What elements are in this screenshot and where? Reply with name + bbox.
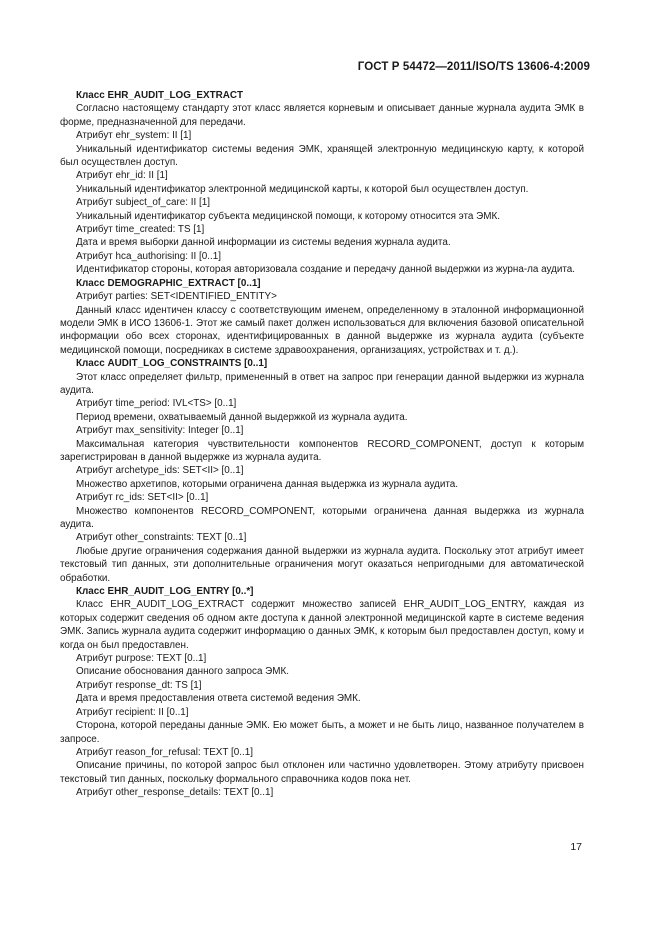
paragraph: Атрибут rc_ids: SET<II> [0..1] <box>76 492 209 504</box>
paragraph: Идентификатор стороны, которая авторизовала создание и передачу данной выдержки из журна-ла аудита. <box>76 264 576 276</box>
paragraph: Атрибут purpose: TEXT [0..1] <box>76 653 207 665</box>
paragraph: Множество архетипов, которыми ограничена данная выдержка из журнала аудита. <box>76 478 458 490</box>
paragraph: Атрибут other_constraints: TEXT [0..1] <box>76 532 247 544</box>
paragraph: Данный класс идентичен классу с соответствующим именем, определенному в эталонной информационной модели ЭМК в ИСО 13606-1. Этот же самый пакет должен использоваться для включения базовой описательной информации обо всех сторонах, идентифицированных в данной выдержке из журнала аудита (субъекте медицинской помощи, посредниках в системе здравоохранения, организациях, устройствах и т. д.). <box>60 304 584 356</box>
paragraph: Уникальный идентификатор электронной медицинской карты, к которой был осуществлен доступ. <box>76 183 529 195</box>
paragraph: Атрибут max_sensitivity: Integer [0..1] <box>76 425 244 437</box>
paragraph: Атрибут recipient: II [0..1] <box>76 706 189 718</box>
paragraph: Согласно настоящему стандарту этот класс является корневым и описывает данные журнала аудита ЭМК в форме, предназначенной для передачи. <box>60 103 584 128</box>
document-header: ГОСТ Р 54472—2011/ISO/TS 13606-4:2009 <box>357 61 590 73</box>
paragraph: Максимальная категория чувствительности компонентов RECORD_COMPONENT, доступ к которым зарегистрирован в данной выдержке из журнала аудита. <box>60 438 584 463</box>
paragraph: Атрибут time_created: TS [1] <box>76 224 205 236</box>
paragraph: Атрибут subject_of_care: II [1] <box>76 197 210 209</box>
paragraph: Класс EHR_AUDIT_LOG_EXTRACT содержит множество записей EHR_AUDIT_LOG_ENTRY, каждая из которых содержит сведения об одном акте доступа к данной электронной медицинской карте в системе ведения ЭМК. Запись журнала аудита содержит информацию о данных ЭМК, к которым был предоставлен доступ, кому и когда он был предоставлен. <box>60 599 584 651</box>
paragraph: Атрибут ehr_id: II [1] <box>76 170 168 182</box>
paragraph: Атрибут ehr_system: II [1] <box>76 130 192 142</box>
paragraph: Атрибут response_dt: TS [1] <box>76 679 202 691</box>
paragraph: Атрибут other_response_details: TEXT [0..1] <box>76 787 274 799</box>
section-heading: Класс EHR_AUDIT_LOG_EXTRACT <box>76 90 244 101</box>
paragraph: Дата и время выборки данной информации из системы ведения журнала аудита. <box>76 237 451 249</box>
section-heading: Класс AUDIT_LOG_CONSTRAINTS [0..1] <box>76 358 268 370</box>
paragraph: Множество компонентов RECORD_COMPONENT, которыми ограничена данная выдержка из журнала аудита. <box>60 505 584 530</box>
paragraph: Дата и время предоставления ответа системой ведения ЭМК. <box>76 693 361 705</box>
paragraph: Атрибут archetype_ids: SET<II> [0..1] <box>76 465 244 477</box>
paragraph: Атрибут reason_for_refusal: TEXT [0..1] <box>76 746 253 758</box>
page-number: 17 <box>570 841 582 853</box>
document-body <box>60 89 584 800</box>
paragraph: Атрибут time_period: IVL<TS> [0..1] <box>76 398 237 410</box>
section-heading: Класс DEMOGRAPHIC_EXTRACT [0..1] <box>76 277 261 289</box>
paragraph: Любые другие ограничения содержания данной выдержки из журнала аудита. Поскольку этот атрибут имеет текстовый тип данных, эти дополнительные ограничения могут оказаться непригодными для автоматической обработки. <box>60 545 584 584</box>
paragraph: Уникальный идентификатор системы ведения ЭМК, хранящей электронную медицинскую карту, к которой был осуществлен доступ. <box>60 143 584 169</box>
paragraph: Этот класс определяет фильтр, примененный в ответ на запрос при генерации данной выдержки из журнала аудита. <box>60 371 584 396</box>
paragraph: Описание причины, по которой запрос был отклонен или частично удовлетворен. Этому атрибуту присвоен текстовый тип данных, поскольку формального справочника кодов пока нет. <box>60 760 584 785</box>
paragraph: Период времени, охватываемый данной выдержкой из журнала аудита. <box>76 411 408 423</box>
paragraph: Уникальный идентификатор субъекта медицинской помощи, к которому относится эта ЭМК. <box>76 210 500 222</box>
paragraph: Атрибут parties: SET<IDENTIFIED_ENTITY> <box>76 291 277 303</box>
section-heading: Класс EHR_AUDIT_LOG_ENTRY [0..*] <box>76 586 254 598</box>
paragraph: Описание обоснования данного запроса ЭМК. <box>76 666 290 678</box>
paragraph: Атрибут hca_authorising: II [0..1] <box>76 250 221 262</box>
paragraph: Сторона, которой переданы данные ЭМК. Ею может быть, а может и не быть лицо, названное получателем в запросе. <box>60 720 584 745</box>
